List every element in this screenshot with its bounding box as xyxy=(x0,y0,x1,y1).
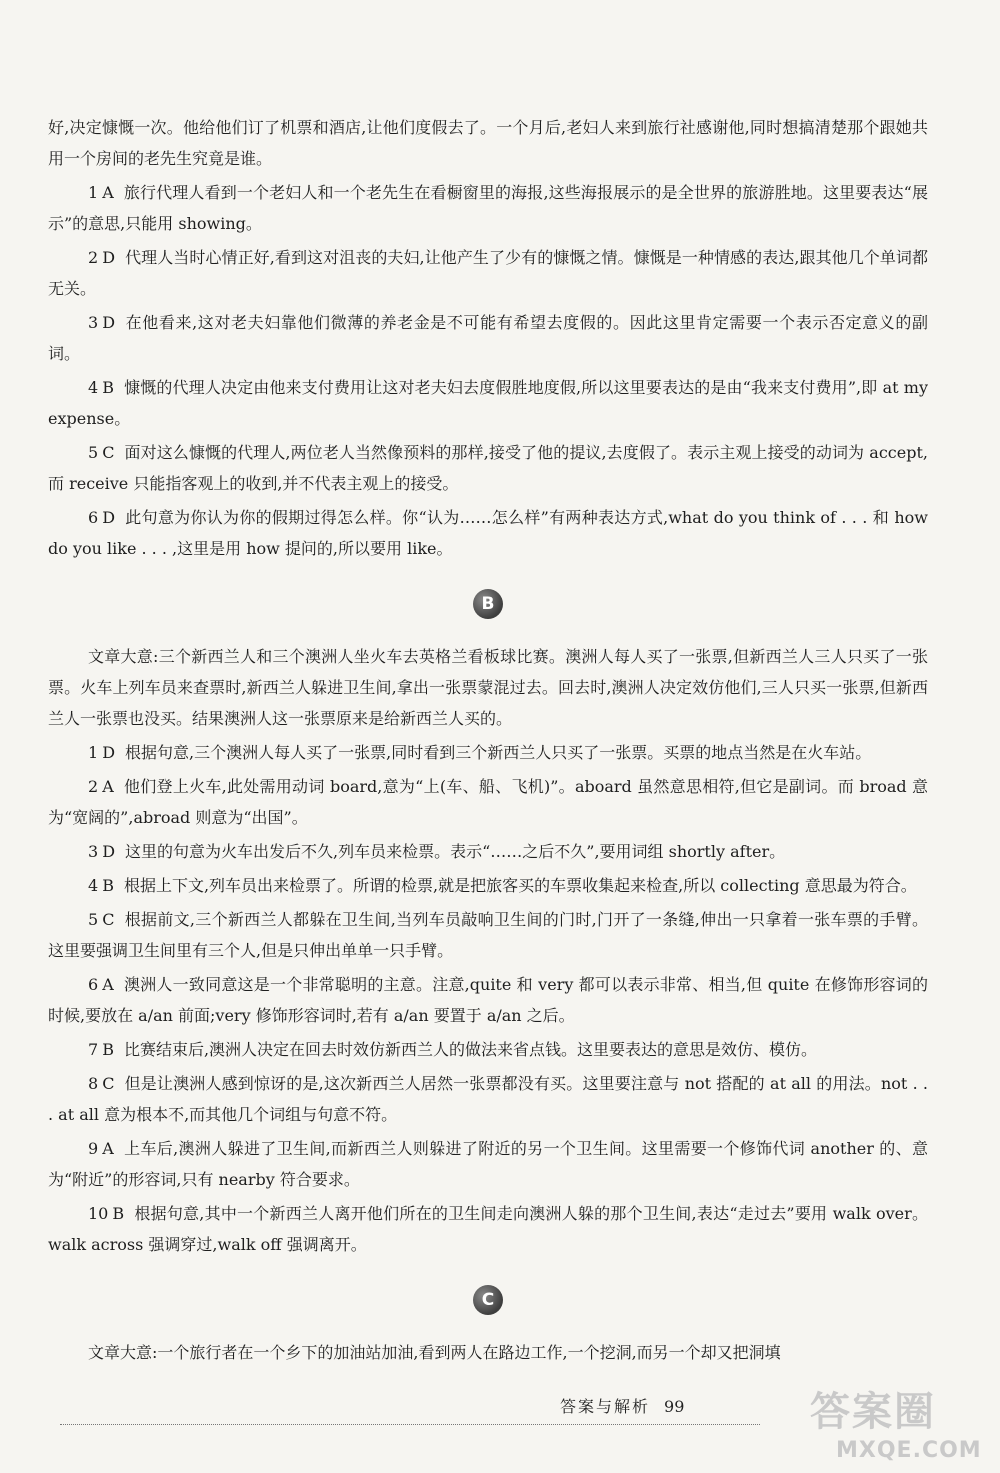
watermark-logo xyxy=(800,1380,990,1470)
section-b-items xyxy=(48,737,928,1260)
section-c-summary: 文章大意:一个旅行者在一个乡下的加油站加油,看到两人在路边工作,一个挖洞,而另一个却又把洞填 xyxy=(88,1343,781,1362)
answer-item: 4 B 慷慨的代理人决定由他来支付费用让这对老夫妇去度假胜地度假,所以这里要表达的是由“我来支付费用”,即 at my expense。 xyxy=(48,378,928,428)
page-content xyxy=(48,112,928,1371)
answer-item: 3 D 在他看来,这对老夫妇靠他们微薄的养老金是不可能有希望去度假的。因此这里肯定需要一个表示否定意义的副词。 xyxy=(48,313,928,363)
section-c-header xyxy=(48,1263,928,1337)
intro-continuation: 好,决定慷慨一次。他给他们订了机票和酒店,让他们度假去了。一个月后,老妇人来到旅行社感谢他,同时想搞清楚那个跟她共用一个房间的老先生究竟是谁。 xyxy=(48,118,928,168)
section-c-badge: C xyxy=(473,1285,503,1315)
page-number: 99 xyxy=(664,1397,685,1416)
answer-item: 6 A 澳洲人一致同意这是一个非常聪明的主意。注意,quite 和 very 都可以表示非常、相当,但 quite 在修饰形容词的时候,要放在 a/an 前面;very 修饰形容词时,若有 a/an 要置于 a/an 之后。 xyxy=(48,975,928,1025)
answer-item: 9 A 上车后,澳洲人躲进了卫生间,而新西兰人则躲进了附近的另一个卫生间。这里需要一个修饰代词 another 的、意为“附近”的形容词,只有 nearby 符合要求。 xyxy=(48,1139,928,1189)
footer-label: 答案与解析 xyxy=(560,1397,651,1416)
answer-item: 5 C 根据前文,三个新西兰人都躲在卫生间,当列车员敲响卫生间的门时,门开了一条缝,伸出一只拿着一张车票的手臂。这里要强调卫生间里有三个人,但是只伸出单单一只手臂。 xyxy=(48,910,928,960)
answer-item: 2 D 代理人当时心情正好,看到这对沮丧的夫妇,让他产生了少有的慷慨之情。慷慨是一种情感的表达,跟其他几个单词都无关。 xyxy=(48,248,928,298)
section-b-summary: 文章大意:三个新西兰人和三个澳洲人坐火车去英格兰看板球比赛。澳洲人每人买了一张票,但新西兰人三人只买了一张票。火车上列车员来查票时,新西兰人躲进卫生间,拿出一张票蒙混过去。回去时,澳洲人决定效仿他们,三人只买一张票,但新西兰人一张票也没买。结果澳洲人这一张票原来是给新西兰人买的。 xyxy=(48,647,928,728)
section-a-items xyxy=(48,177,928,564)
answer-item: 1 A 旅行代理人看到一个老妇人和一个老先生在看橱窗里的海报,这些海报展示的是全世界的旅游胜地。这里要表达“展示”的意思,只能用 showing。 xyxy=(48,183,928,233)
section-b-header xyxy=(48,567,928,641)
footer-divider xyxy=(60,1424,760,1425)
watermark-bottom-text: MXQE.COM xyxy=(836,1438,982,1463)
answer-item: 8 C 但是让澳洲人感到惊讶的是,这次新西兰人居然一张票都没有买。这里要注意与 not 搭配的 at all 的用法。not . . . at all 意为根本不,而其他几个词组与句意不符。 xyxy=(48,1074,928,1124)
answer-item: 2 A 他们登上火车,此处需用动词 board,意为“上(车、船、飞机)”。aboard 虽然意思相符,但它是副词。而 broad 意为“宽阔的”,abroad 则意为“出国”。 xyxy=(48,777,928,827)
answer-item: 7 B 比赛结束后,澳洲人决定在回去时效仿新西兰人的做法来省点钱。这里要表达的意思是效仿、模仿。 xyxy=(88,1040,818,1059)
answer-item: 10 B 根据句意,其中一个新西兰人离开他们所在的卫生间走向澳洲人躲的那个卫生间,表达“走过去”要用 walk over。walk across 强调穿过,walk off 强调离开。 xyxy=(48,1204,928,1254)
answer-item: 5 C 面对这么慷慨的代理人,两位老人当然像预料的那样,接受了他的提议,去度假了。表示主观上接受的动词为 accept,而 receive 只能指客观上的收到,并不代表主观上的接受。 xyxy=(48,443,928,493)
answer-item: 4 B 根据上下文,列车员出来检票了。所谓的检票,就是把旅客买的车票收集起来检查,所以 collecting 意思最为符合。 xyxy=(88,876,917,895)
answer-item: 6 D 此句意为你认为你的假期过得怎么样。你“认为……怎么样”有两种表达方式,what do you think of . . . 和 how do you like . . . ,这里是用 how 提问的,所以要用 like。 xyxy=(48,508,928,558)
answer-item: 1 D 根据句意,三个澳洲人每人买了一张票,同时看到三个新西兰人只买了一张票。买票的地点当然是在火车站。 xyxy=(88,743,872,762)
watermark-top-text: 答案圈 xyxy=(810,1389,936,1435)
page-footer xyxy=(560,1394,684,1417)
answer-item: 3 D 这里的句意为火车出发后不久,列车员来检票。表示“……之后不久”,要用词组 shortly after。 xyxy=(88,842,786,861)
section-b-badge: B xyxy=(473,589,503,619)
